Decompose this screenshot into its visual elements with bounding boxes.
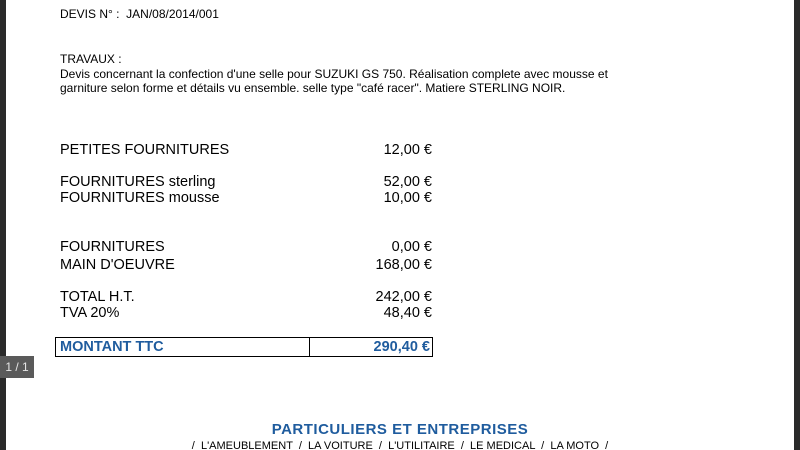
line-item-subtotal [60,289,432,305]
line-item [60,239,432,255]
line-item-label: FOURNITURES sterling [60,174,216,190]
footer-title: PARTICULIERS ET ENTREPRISES [271,421,529,438]
page-counter: 1 / 1 [0,356,34,378]
line-item [60,142,432,158]
line-item-amount: 12,00 € [383,142,432,158]
line-item-amount: 52,00 € [383,174,432,190]
line-item-label: PETITES FOURNITURES [60,142,230,158]
document-page [6,0,794,450]
travaux-description: Devis concernant la confection d'une selle pour SUZUKI GS 750. Réalisation complete avec mousse et garniture selon forme et détails vu ensemble. selle type "café racer". Matiere STERLING NOIR. [60,67,608,95]
line-item-label: MAIN D'OEUVRE [60,257,175,273]
footer-subtitle: / L'AMEUBLEMENT / LA VOITURE / L'UTILITAIRE / LE MEDICAL / LA MOTO / [191,440,609,450]
line-item [60,190,432,206]
line-item-amount: 10,00 € [383,190,432,206]
total-ttc-amount: 290,40 € [373,339,430,355]
total-ttc-box [55,337,433,357]
line-item-label: FOURNITURES mousse [60,190,220,206]
line-item-amount: 168,00 € [375,257,432,273]
line-item-label: FOURNITURES [60,239,165,255]
travaux-label: TRAVAUX : [60,52,122,66]
line-item [60,174,432,190]
line-item-tax [60,305,432,321]
line-item-label: TVA 20% [60,305,120,321]
quote-number: DEVIS N° : JAN/08/2014/001 [60,7,219,21]
line-item-amount: 242,00 € [375,289,432,305]
line-item [60,257,432,273]
line-item-amount: 0,00 € [391,239,432,255]
line-item-label: TOTAL H.T. [60,289,135,305]
total-ttc-label: MONTANT TTC [56,338,310,356]
line-item-amount: 48,40 € [383,305,432,321]
